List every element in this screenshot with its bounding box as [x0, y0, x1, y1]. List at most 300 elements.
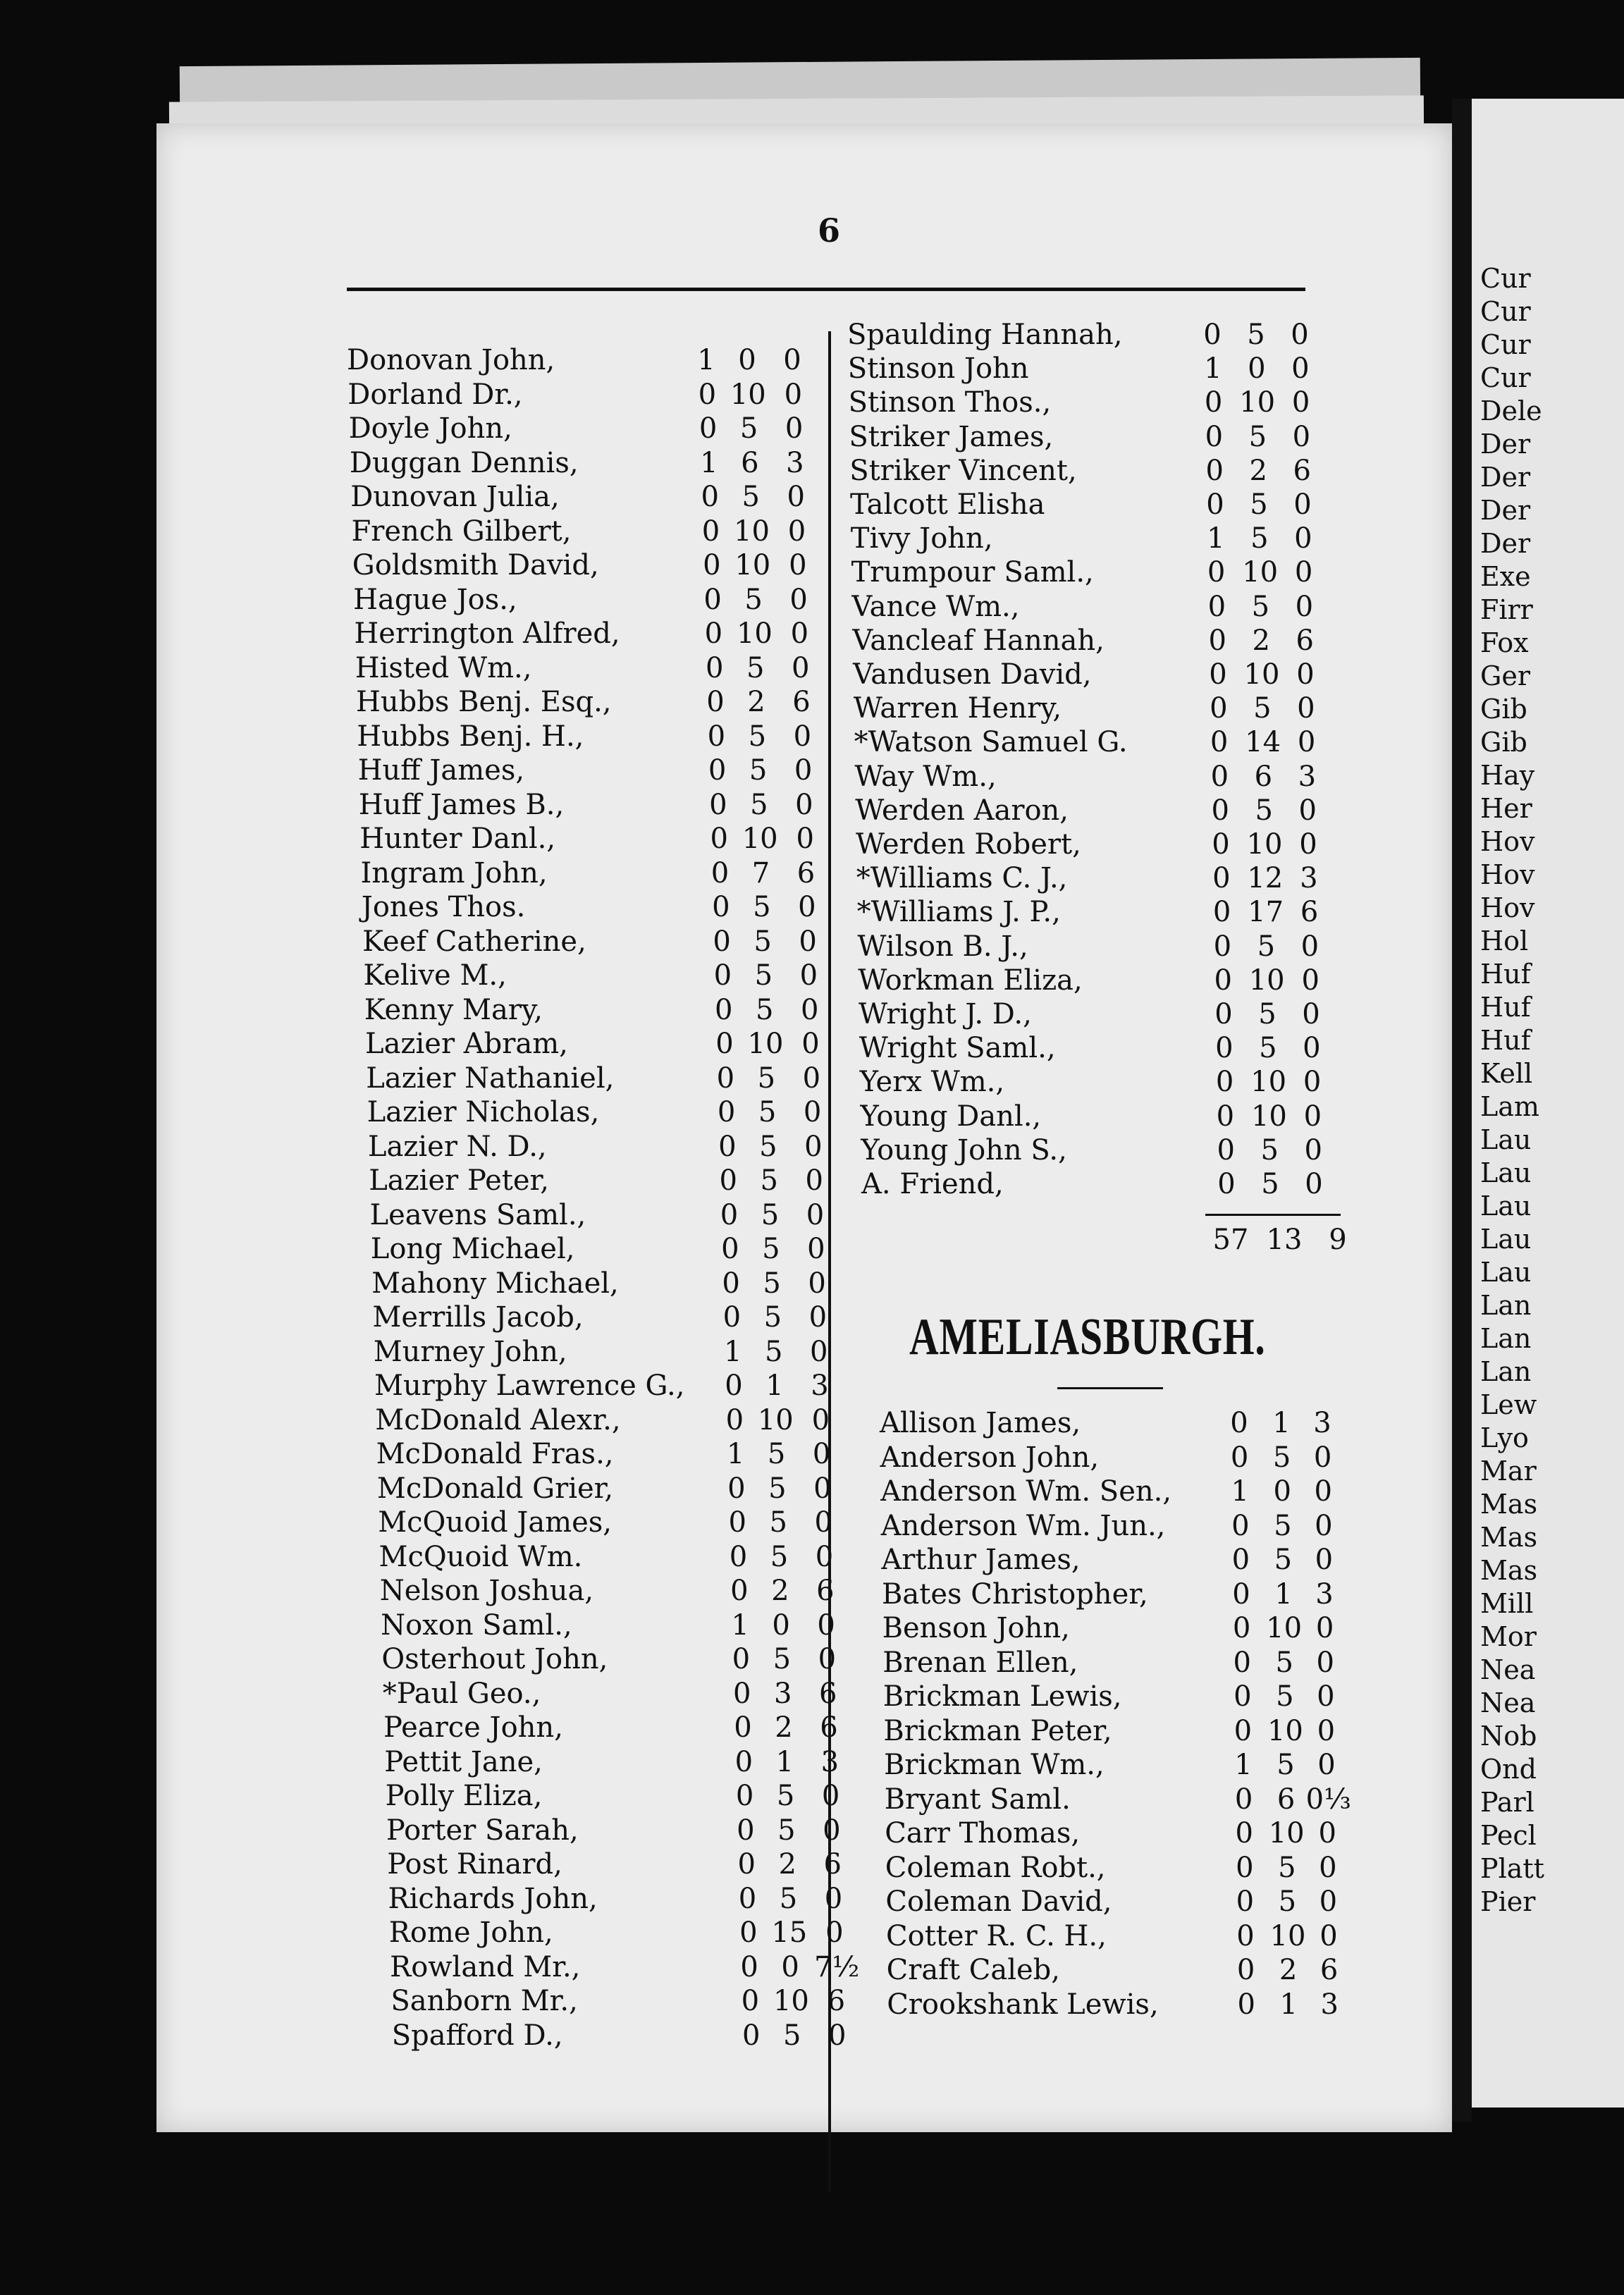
- subscriber-name: Pearce John,: [383, 1711, 563, 1744]
- amount-pence: 6: [818, 1677, 837, 1710]
- subscriber-name: Tivy John,: [850, 522, 993, 555]
- next-page-fragment: Gib: [1480, 727, 1527, 758]
- amount-shillings: 5: [762, 1233, 780, 1265]
- amount-pounds: 0: [1236, 1954, 1255, 1986]
- amount-shillings: 5: [1258, 998, 1277, 1030]
- amount-pence: 6: [1293, 454, 1311, 487]
- subscriber-name: Noxon Saml.,: [381, 1608, 572, 1642]
- subscriber-name: Post Rinard,: [387, 1848, 562, 1881]
- next-page-fragment: Mor: [1480, 1621, 1537, 1652]
- amount-pence: 0: [1315, 1509, 1333, 1542]
- amount-shillings: 5: [760, 1164, 778, 1197]
- amount-pounds: 1: [697, 344, 715, 376]
- amount-pence: 0: [828, 2019, 847, 2052]
- amount-pence: 0: [793, 720, 812, 753]
- subscriber-name: Brickman Lewis,: [882, 1680, 1122, 1713]
- subscriber-name: McDonald Fras.,: [376, 1438, 614, 1470]
- next-page-fragment: Nea: [1480, 1654, 1536, 1685]
- amount-pounds: 0: [1231, 1509, 1250, 1542]
- book-gutter: [1452, 99, 1472, 2122]
- subscriber-name: *Williams C. J.,: [856, 862, 1068, 895]
- amount-pounds: 0: [704, 617, 723, 650]
- next-page-fragment: Nob: [1480, 1721, 1537, 1752]
- amount-pence: 0: [813, 1472, 832, 1505]
- amount-pounds: 0: [1234, 1714, 1253, 1747]
- subscriber-name: Anderson Wm. Sen.,: [880, 1475, 1172, 1508]
- subscriber-name: Histed Wm.,: [355, 651, 532, 684]
- amount-pence: 0: [785, 412, 804, 445]
- amount-shillings: 5: [763, 1267, 781, 1300]
- subscriber-name: McQuoid James,: [378, 1506, 613, 1539]
- amount-shillings: 5: [776, 1780, 795, 1812]
- subscriber-name: Osterhout John,: [381, 1643, 608, 1675]
- next-page-fragment: Fox: [1480, 627, 1529, 658]
- amount-pounds: 1: [1204, 352, 1222, 386]
- amount-pounds: 0: [1211, 794, 1229, 827]
- next-page-fragment: Hay: [1480, 760, 1535, 791]
- amount-pence: 3: [786, 446, 804, 479]
- subscriber-name: Rowland Mr.,: [390, 1950, 581, 1983]
- amount-shillings: 5: [757, 1062, 776, 1095]
- amount-pence: 0: [800, 993, 819, 1026]
- next-page-fragment: Der: [1480, 429, 1531, 460]
- next-page-fragment: Hol: [1480, 925, 1529, 956]
- subscriber-name: Striker James,: [849, 420, 1054, 453]
- amount-shillings: 5: [782, 2019, 801, 2052]
- amount-shillings: 5: [1255, 794, 1273, 827]
- subscriber-name: Lazier Nathaniel,: [366, 1062, 615, 1095]
- subscriber-name: Coleman Robt.,: [885, 1851, 1106, 1884]
- subscriber-name: Way Wm.,: [854, 760, 997, 793]
- amount-shillings: 5: [749, 754, 768, 787]
- amount-pence: 0: [1316, 1646, 1334, 1679]
- total-pence: 9: [1329, 1224, 1347, 1256]
- amount-pounds: 0: [1210, 692, 1228, 725]
- amount-shillings: 5: [1274, 1544, 1293, 1576]
- amount-shillings: 5: [777, 1814, 796, 1847]
- amount-pence: 0: [814, 1506, 832, 1539]
- amount-pounds: 0: [717, 1096, 736, 1128]
- page-number: 6: [818, 211, 841, 250]
- amount-shillings: 5: [1247, 319, 1265, 351]
- header-rule: [347, 288, 1305, 291]
- subscriber-name: Merrills Jacob,: [372, 1301, 584, 1334]
- amount-pounds: 0: [1210, 760, 1229, 793]
- next-page-fragment: Lau: [1480, 1157, 1532, 1188]
- amount-pounds: 0: [1212, 896, 1231, 929]
- amount-shillings: 5: [748, 720, 767, 753]
- amount-pounds: 1: [723, 1335, 742, 1368]
- subscriber-name: Lazier N. D.,: [367, 1130, 547, 1163]
- amount-pence: 6: [827, 1985, 846, 2017]
- subscriber-name: Leavens Saml.,: [369, 1198, 586, 1231]
- amount-pounds: 0: [1232, 1577, 1250, 1611]
- subscriber-name: Mahony Michael,: [371, 1267, 619, 1300]
- amount-pence: 0: [1292, 420, 1311, 453]
- amount-pounds: 0: [722, 1267, 740, 1300]
- amount-pence: 6: [796, 856, 816, 890]
- amount-pence: 0: [1291, 319, 1309, 351]
- subscriber-name: Herrington Alfred,: [354, 617, 620, 650]
- amount-shillings: 0: [781, 1950, 799, 1983]
- next-page-fragment: Dele: [1480, 395, 1542, 426]
- amount-pence: 7½: [814, 1950, 860, 1983]
- amount-pounds: 1: [700, 446, 718, 479]
- amount-shillings: 5: [746, 651, 765, 684]
- subscriber-name: Richards John,: [388, 1882, 598, 1915]
- amount-shillings: 10: [1248, 964, 1285, 997]
- amount-shillings: 14: [1245, 726, 1281, 759]
- subscriber-name: Nelson Joshua,: [379, 1575, 594, 1607]
- amount-pence: 6: [820, 1711, 838, 1744]
- amount-pence: 0: [1294, 522, 1312, 555]
- amount-shillings: 10: [757, 1403, 794, 1436]
- amount-shillings: 6: [1254, 760, 1273, 793]
- amount-shillings: 7: [751, 856, 770, 890]
- amount-pounds: 0: [741, 1985, 760, 2017]
- subscriber-name: Dorland Dr.,: [347, 378, 523, 411]
- amount-pounds: 0: [1203, 319, 1222, 351]
- subscriber-name: Cotter R. C. H.,: [886, 1919, 1107, 1952]
- next-page-fragment: Lan: [1480, 1356, 1532, 1387]
- next-page-fragment: Lam: [1480, 1091, 1539, 1122]
- amount-pounds: 0: [1236, 1851, 1254, 1884]
- subscriber-name: Keef Catherine,: [362, 925, 586, 958]
- amount-shillings: 5: [1257, 930, 1276, 963]
- subscriber-name: Long Michael,: [370, 1233, 575, 1265]
- subscriber-name: Doyle John,: [348, 412, 512, 445]
- amount-pounds: 0: [708, 754, 727, 787]
- amount-shillings: 5: [1260, 1133, 1279, 1167]
- amount-shillings: 5: [1261, 1168, 1279, 1200]
- amount-shillings: 10: [1250, 1100, 1287, 1133]
- subscriber-name: Young Danl.,: [860, 1100, 1042, 1133]
- amount-pounds: 0: [701, 481, 719, 513]
- next-page-fragment: Gib: [1480, 694, 1527, 725]
- amount-pounds: 0: [703, 549, 721, 582]
- amount-shillings: 5: [753, 891, 771, 923]
- next-page-fragment: Lau: [1480, 1124, 1532, 1155]
- subscriber-name: Murphy Lawrence G.,: [374, 1370, 685, 1402]
- next-page-fragment: Huf: [1480, 992, 1531, 1023]
- subscriber-name: Stinson John: [847, 352, 1029, 386]
- amount-pounds: 1: [1231, 1475, 1249, 1508]
- subscriber-name: *Paul Geo.,: [382, 1677, 541, 1710]
- amount-shillings: 10: [736, 617, 773, 650]
- next-page-edge: [1472, 99, 1624, 2108]
- subscriber-name: Anderson John,: [880, 1441, 1100, 1474]
- amount-shillings: 5: [759, 1130, 777, 1163]
- amount-pounds: 0: [710, 823, 728, 855]
- amount-pounds: 0: [1212, 828, 1230, 861]
- next-page-fragment: Hov: [1480, 892, 1535, 923]
- amount-pence: 0: [1305, 1168, 1323, 1200]
- subscriber-name: *Watson Samuel G.: [854, 726, 1128, 759]
- amount-pounds: 0: [1233, 1646, 1251, 1679]
- subscriber-name: Spaulding Hannah,: [847, 319, 1123, 351]
- amount-pence: 0: [808, 1301, 828, 1334]
- amount-pounds: 0: [1213, 930, 1232, 963]
- subscriber-name: Stinson Thos.,: [848, 386, 1052, 419]
- total-row: [1204, 1224, 1365, 1256]
- amount-shillings: 10: [1266, 1612, 1303, 1644]
- amount-shillings: 5: [739, 412, 758, 445]
- amount-pounds: 0: [1215, 1032, 1234, 1065]
- subscriber-name: Wilson B. J.,: [857, 930, 1028, 963]
- amount-pounds: 0: [725, 1403, 744, 1436]
- next-page-fragment: Exe: [1480, 561, 1531, 592]
- amount-pence: 6: [816, 1575, 835, 1607]
- amount-pounds: 0: [1230, 1441, 1249, 1474]
- amount-shillings: 5: [763, 1301, 782, 1334]
- amount-pounds: 0: [734, 1745, 753, 1778]
- amount-shillings: 10: [1243, 658, 1280, 691]
- amount-pounds: 0: [1215, 1066, 1234, 1099]
- next-page-fragment: Mas: [1480, 1489, 1538, 1520]
- amount-shillings: 5: [1251, 590, 1270, 623]
- amount-pounds: 0: [1217, 1133, 1235, 1167]
- amount-shillings: 1: [775, 1745, 794, 1778]
- amount-shillings: 5: [1272, 1441, 1291, 1474]
- amount-pence: 0: [1296, 658, 1315, 691]
- total-rule: [1205, 1214, 1341, 1216]
- amount-pence: 0: [784, 378, 803, 411]
- amount-pounds: 0: [1236, 1919, 1255, 1952]
- amount-pounds: 0: [734, 1711, 752, 1744]
- amount-pounds: 0: [1210, 726, 1229, 759]
- next-page-fragment: Cur: [1480, 263, 1531, 294]
- next-page-fragment: Lau: [1480, 1224, 1532, 1255]
- amount-pounds: 0: [710, 856, 730, 890]
- amount-pence: 0: [818, 1643, 837, 1675]
- amount-pence: 0: [801, 1028, 820, 1060]
- amount-shillings: 10: [742, 823, 778, 855]
- next-page-fragment: Pecl: [1480, 1820, 1537, 1851]
- amount-pounds: 0: [722, 1301, 742, 1334]
- amount-pounds: 0: [1208, 624, 1226, 657]
- amount-pounds: 0: [738, 1882, 757, 1915]
- amount-pence: 0: [1318, 1817, 1336, 1850]
- amount-pence: 0: [787, 481, 805, 513]
- amount-shillings: 5: [1276, 1680, 1294, 1713]
- amount-shillings: 5: [742, 481, 760, 513]
- amount-pence: 0: [790, 617, 809, 650]
- amount-pounds: 0: [737, 1814, 755, 1847]
- amount-pence: 6: [1296, 624, 1314, 657]
- subscriber-name: Werden Robert,: [856, 828, 1081, 861]
- subscriber-name: Kelive M.,: [363, 959, 507, 992]
- amount-pence: 0: [1301, 964, 1320, 997]
- next-page-fragment: Lyo: [1480, 1422, 1529, 1453]
- amount-pence: 0: [1303, 1066, 1322, 1099]
- heading-rule: [1057, 1387, 1163, 1389]
- amount-pounds: 0: [1234, 1680, 1252, 1713]
- amount-pence: 0: [1298, 794, 1317, 827]
- amount-pence: 0: [1314, 1475, 1332, 1508]
- amount-shillings: 5: [1277, 1749, 1295, 1781]
- amount-pounds: 0: [730, 1575, 749, 1607]
- amount-shillings: 2: [1249, 454, 1267, 487]
- subscriber-name: Werden Aaron,: [855, 794, 1069, 827]
- amount-pounds: 0: [713, 925, 731, 958]
- amount-shillings: 5: [1248, 420, 1267, 453]
- next-page-fragment: Mill: [1480, 1588, 1534, 1619]
- subscriber-name: Anderson Wm. Jun.,: [880, 1509, 1166, 1542]
- amount-pence: 0: [789, 549, 807, 582]
- amount-pence: 3: [1313, 1407, 1331, 1439]
- subscriber-name: Bates Christopher,: [882, 1577, 1148, 1611]
- amount-pounds: 0: [1212, 862, 1231, 895]
- subscriber-name: Hubbs Benj. H.,: [357, 720, 584, 753]
- subscriber-name: Wright Saml.,: [859, 1032, 1056, 1065]
- next-page-fragment: Der: [1480, 462, 1531, 493]
- subscriber-name: Huff James,: [357, 754, 525, 787]
- amount-shillings: 5: [773, 1643, 792, 1675]
- amount-pence: 3: [1300, 862, 1318, 895]
- total-shillings: 13: [1266, 1224, 1303, 1256]
- amount-pence: 0: [1303, 1100, 1322, 1133]
- next-page-fragment: Ond: [1480, 1754, 1537, 1785]
- subscriber-name: Lazier Peter,: [369, 1164, 549, 1197]
- amount-pounds: 0: [1235, 1817, 1253, 1850]
- amount-pence: 0: [799, 925, 817, 958]
- amount-shillings: 15: [771, 1916, 808, 1949]
- amount-shillings: 6: [741, 446, 759, 479]
- subscriber-name: Spafford D.,: [391, 2019, 563, 2052]
- amount-pence: 0: [803, 1096, 822, 1128]
- amount-pence: 0: [791, 651, 810, 684]
- amount-shillings: 0: [1273, 1475, 1291, 1508]
- subscriber-name: Vandusen David,: [853, 658, 1092, 691]
- amount-pounds: 0: [1214, 998, 1233, 1030]
- amount-pence: 3: [1298, 760, 1317, 793]
- amount-shillings: 5: [755, 993, 774, 1026]
- next-page-fragment: Huf: [1480, 1025, 1531, 1056]
- amount-pence: 0: [1320, 1919, 1338, 1952]
- amount-pence: 0: [807, 1233, 825, 1265]
- amount-shillings: 2: [778, 1848, 796, 1881]
- amount-pence: 0: [812, 1438, 831, 1470]
- amount-pence: 0: [802, 1062, 821, 1095]
- amount-pence: 0: [808, 1267, 826, 1300]
- amount-shillings: 5: [753, 925, 772, 958]
- amount-pounds: 0: [732, 1677, 751, 1710]
- amount-pounds: 0: [1230, 1407, 1248, 1439]
- amount-pounds: 0: [1237, 1988, 1255, 2021]
- amount-pence: 3: [1315, 1577, 1334, 1611]
- subscriber-name: Carr Thomas,: [885, 1817, 1081, 1850]
- next-page-fragment: Pier: [1480, 1886, 1536, 1917]
- subscriber-name: Trumpour Saml.,: [851, 556, 1094, 589]
- amount-pence: 0: [795, 788, 813, 821]
- amount-pence: 0: [1300, 930, 1320, 963]
- amount-pence: 0: [1304, 1133, 1322, 1167]
- subscriber-name: Porter Sarah,: [386, 1814, 579, 1847]
- amount-pounds: 0: [735, 1780, 754, 1812]
- amount-pounds: 0: [1216, 1100, 1235, 1133]
- amount-shillings: 10: [1268, 1817, 1305, 1850]
- amount-pounds: 0: [742, 2019, 761, 2052]
- amount-pounds: 0: [729, 1540, 748, 1573]
- amount-shillings: 2: [775, 1711, 793, 1744]
- next-page-fragment: Lau: [1480, 1257, 1532, 1288]
- amount-pounds: 0: [1204, 386, 1223, 419]
- subscriber-name: Goldsmith David,: [352, 549, 599, 582]
- subscriber-name: Lazier Nicholas,: [367, 1096, 600, 1128]
- amount-pence: 0: [806, 1198, 825, 1231]
- amount-shillings: 1: [765, 1370, 784, 1402]
- amount-shillings: 12: [1247, 862, 1284, 895]
- subscriber-name: Benson John,: [882, 1612, 1070, 1644]
- amount-pounds: 0: [1217, 1168, 1236, 1200]
- amount-shillings: 0: [738, 344, 756, 376]
- amount-pounds: 1: [726, 1438, 745, 1470]
- subscriber-name: Hunter Danl.,: [359, 823, 556, 855]
- subscriber-name: Young John S.,: [861, 1133, 1067, 1167]
- next-page-fragment: Cur: [1480, 296, 1531, 327]
- subscriber-name: McQuoid Wm.: [379, 1540, 583, 1573]
- next-page-fragment: Parl: [1480, 1787, 1534, 1818]
- subscriber-name: Workman Eliza,: [858, 964, 1083, 997]
- subscriber-name: Ingram John,: [360, 856, 548, 890]
- amount-pence: 0: [811, 1403, 830, 1436]
- amount-pence: 6: [792, 686, 811, 718]
- amount-pence: 0: [1317, 1680, 1335, 1713]
- amount-shillings: 5: [1250, 488, 1268, 521]
- amount-pounds: 0: [1207, 556, 1226, 589]
- amount-pounds: 0: [698, 378, 717, 411]
- subscriber-name: Bryant Saml.: [884, 1783, 1071, 1816]
- amount-pounds: 0: [714, 993, 733, 1026]
- next-page-fragment: Mas: [1480, 1555, 1538, 1586]
- subscriber-name: A. Friend,: [861, 1168, 1004, 1200]
- amount-pounds: 0: [716, 1062, 735, 1095]
- subscriber-name: Yerx Wm.,: [859, 1066, 1005, 1099]
- amount-pence: 0: [809, 1335, 828, 1368]
- amount-pence: 6: [1320, 1954, 1339, 1986]
- amount-pence: 0: [1319, 1885, 1338, 1918]
- amount-pounds: 0: [1209, 658, 1227, 691]
- subscriber-name: Coleman David,: [885, 1885, 1112, 1918]
- amount-pounds: 0: [728, 1506, 746, 1539]
- subscriber-name: Murney John,: [373, 1335, 567, 1368]
- amount-pence: 0: [804, 1130, 823, 1163]
- subscriber-name: Brickman Peter,: [883, 1714, 1112, 1747]
- amount-shillings: 3: [773, 1677, 792, 1710]
- subscriber-name: Donovan John,: [347, 344, 555, 376]
- amount-pence: 0: [821, 1780, 840, 1812]
- subscriber-name: French Gilbert,: [351, 515, 572, 548]
- amount-shillings: 10: [1239, 386, 1276, 419]
- amount-pence: 0: [798, 891, 816, 923]
- amount-pence: 0: [789, 583, 808, 616]
- next-page-fragment: Mar: [1480, 1456, 1537, 1487]
- amount-shillings: 5: [1274, 1509, 1292, 1542]
- amount-shillings: 5: [769, 1506, 787, 1539]
- amount-pence: 0: [1297, 692, 1315, 725]
- amount-shillings: 2: [1252, 624, 1270, 657]
- subscriber-name: Polly Eliza,: [385, 1780, 543, 1812]
- amount-pence: 3: [820, 1745, 839, 1778]
- amount-shillings: 5: [744, 583, 763, 616]
- amount-pounds: 0: [1206, 488, 1224, 521]
- amount-shillings: 10: [1269, 1919, 1306, 1952]
- amount-shillings: 10: [730, 378, 766, 411]
- amount-pence: 0: [1291, 352, 1310, 386]
- amount-pence: 3: [811, 1370, 829, 1402]
- amount-shillings: 5: [1250, 522, 1269, 555]
- amount-pounds: 0: [712, 891, 730, 923]
